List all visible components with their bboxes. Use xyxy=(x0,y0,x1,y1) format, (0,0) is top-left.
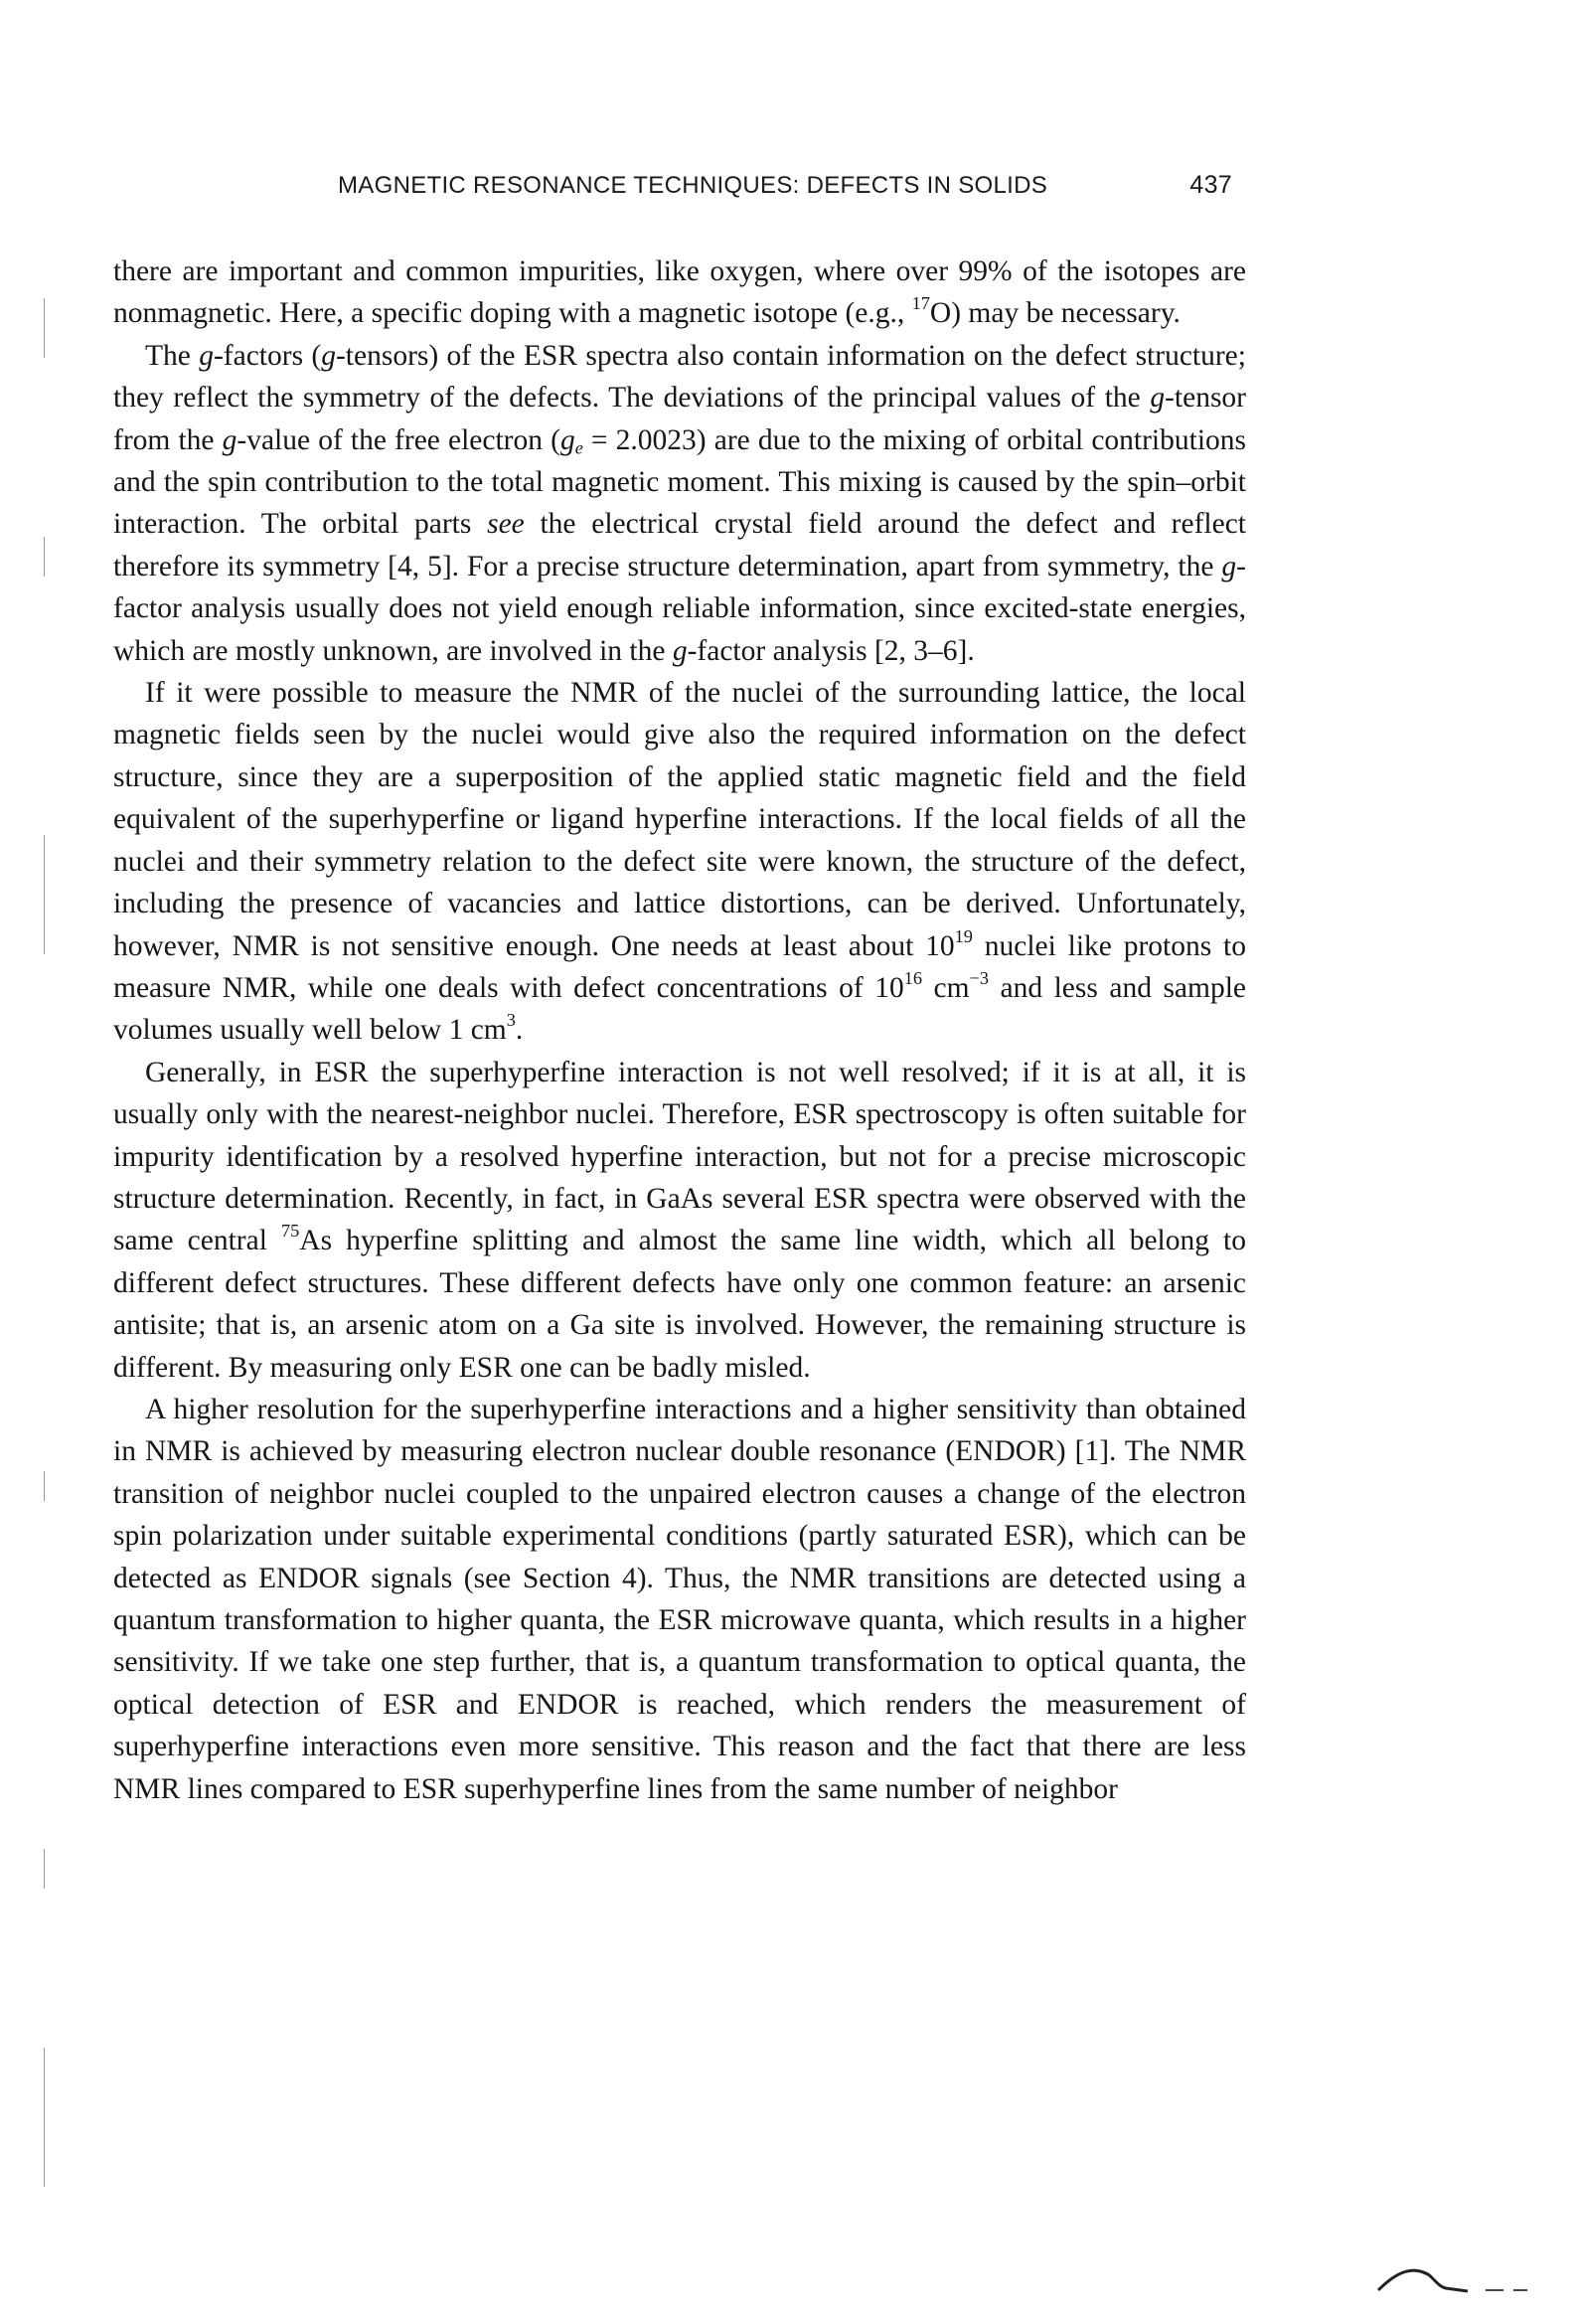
paragraph-2: The g-factors (g-tensors) of the ESR spectra also contain information on the defect structure; they reflect the symmetry of the defects. The deviations of the principal values of the g-tensor from the g-value of the free electron $(g_e = 2.0023)$ are due to the mixing of orbital contributions and the spin contribution to the total magnetic moment. This mixing is caused by the spin–orbit interaction. The orbital parts see the electrical crystal field around the defect and reflect therefore its symmetry [4, 5]. For a precise structure determination, apart from symmetry, the g-factor analysis usually does not yield enough reliable information, since excited-state energies, which are mostly unknown, are involved in the g-factor analysis [2, 3–6]. xyxy=(113,339,1246,667)
body-text xyxy=(113,250,1246,1810)
running-title: MAGNETIC RESONANCE TECHNIQUES: DEFECTS IN SOLIDS xyxy=(338,172,1048,199)
scan-smudge-mark xyxy=(1368,2260,1537,2300)
running-header xyxy=(338,171,1232,200)
paragraph-3: If it were possible to measure the NMR of the nuclei of the surrounding lattice, the local magnetic fields seen by the nuclei would give also the required information on the defect structure, since they are a superposition of the applied static magnetic field and the field equivalent of the superhyperfine or ligand hyperfine interactions. If the local fields of all the nuclei and their symmetry relation to the defect site were known, the structure of the defect, including the presence of vacancies and lattice distortions, can be derived. Unfortunately, however, NMR is not sensitive enough. One needs at least about $10^{19}$ nuclei like protons to measure NMR, while one deals with defect concentrations of $10^{16}$ $cm^{-3}$ and less and sample volumes usually well below 1 $cm^3$. xyxy=(113,677,1247,1047)
scan-margin-marks xyxy=(44,298,50,2286)
paragraph-5: A higher resolution for the superhyperfine interactions and a higher sensitivity than obtained in NMR is achieved by measuring electron nuclear double resonance (ENDOR) [1]. The NMR transition of neighbor nuclei coupled to the unpaired electron causes a change of the electron spin polarization under suitable experimental conditions (partly saturated ESR), which can be detected as ENDOR signals (see Section 4). Thus, the NMR transitions are detected using a quantum transformation to higher quanta, the ESR microwave quanta, which results in a higher sensitivity. If we take one step further, that is, a quantum transformation to optical quanta, the optical detection of ESR and ENDOR is reached, which renders the measurement of superhyperfine interactions even more sensitive. This reason and the fact that there are less NMR lines compared to ESR superhyperfine lines from the same number of neighbor xyxy=(113,1393,1246,1805)
paragraph-4: Generally, in ESR the superhyperfine interaction is not well resolved; if it is at all, it is usually only with the nearest-neighbor nuclei. Therefore, ESR spectroscopy is often suitable for impurity identification by a resolved hyperfine interaction, but not for a precise microscopic structure determination. Recently, in fact, in GaAs several ESR spectra were observed with the same central $^{75}$As hyperfine splitting and almost the same line width, which all belong to different defect structures. These different defects have only one common feature: an arsenic antisite; that is, an arsenic atom on a Ga site is involved. However, the remaining structure is different. By measuring only ESR one can be badly misled. xyxy=(113,1056,1246,1384)
paragraph-1: there are important and common impurities, like oxygen, where over 99% of the isotopes are nonmagnetic. Here, a specific doping with a magnetic isotope (e.g., $^{17}$O) may be necessary. xyxy=(113,255,1246,330)
page-number: 437 xyxy=(1189,171,1232,199)
